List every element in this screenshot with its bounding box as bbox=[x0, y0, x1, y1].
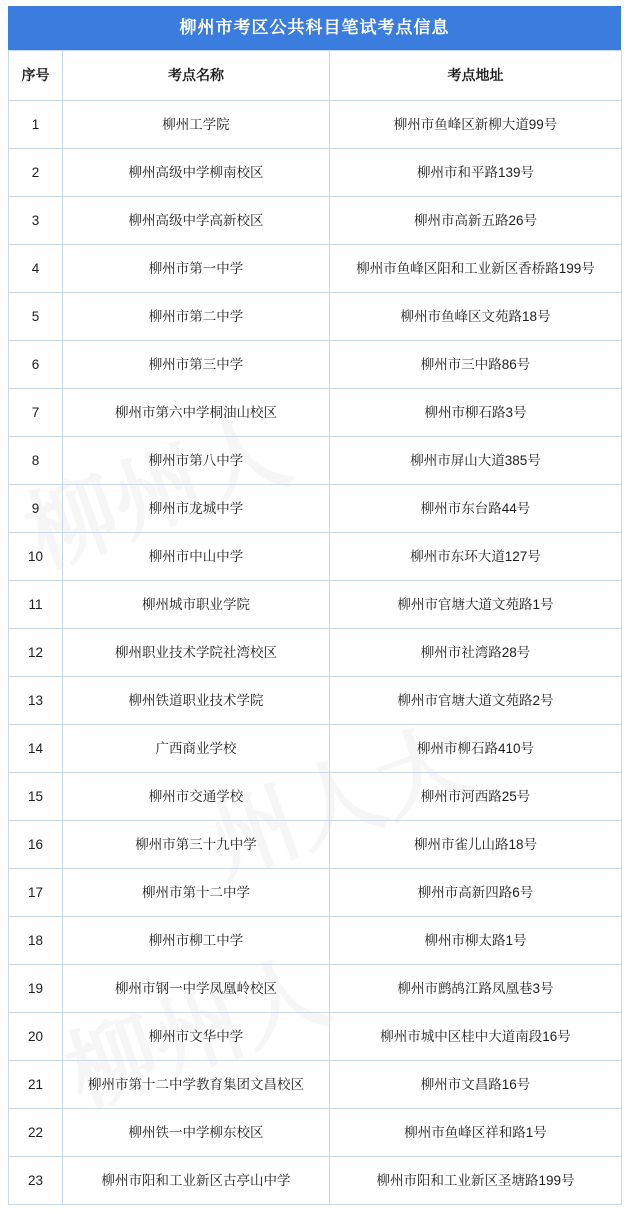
cell-site-name: 柳州市阳和工业新区古亭山中学 bbox=[63, 1157, 330, 1205]
cell-index: 19 bbox=[9, 965, 63, 1013]
cell-site-name: 柳州市中山中学 bbox=[63, 533, 330, 581]
cell-site-address: 柳州市阳和工业新区圣塘路199号 bbox=[330, 1157, 622, 1205]
table-row bbox=[9, 485, 622, 533]
cell-site-address: 柳州市文昌路16号 bbox=[330, 1061, 622, 1109]
cell-index: 9 bbox=[9, 485, 63, 533]
cell-site-address: 柳州市雀儿山路18号 bbox=[330, 821, 622, 869]
table-row bbox=[9, 389, 622, 437]
cell-site-address: 柳州市三中路86号 bbox=[330, 341, 622, 389]
cell-index: 4 bbox=[9, 245, 63, 293]
cell-index: 21 bbox=[9, 1061, 63, 1109]
cell-index: 22 bbox=[9, 1109, 63, 1157]
cell-site-name: 柳州市交通学校 bbox=[63, 773, 330, 821]
cell-index: 1 bbox=[9, 101, 63, 149]
cell-site-address: 柳州市柳石路410号 bbox=[330, 725, 622, 773]
cell-index: 7 bbox=[9, 389, 63, 437]
table-row bbox=[9, 341, 622, 389]
cell-site-name: 柳州市文华中学 bbox=[63, 1013, 330, 1061]
table-row bbox=[9, 197, 622, 245]
table-row bbox=[9, 965, 622, 1013]
cell-site-address: 柳州市河西路25号 bbox=[330, 773, 622, 821]
cell-site-name: 柳州工学院 bbox=[63, 101, 330, 149]
cell-index: 10 bbox=[9, 533, 63, 581]
cell-index: 11 bbox=[9, 581, 63, 629]
cell-site-name: 柳州职业技术学院社湾校区 bbox=[63, 629, 330, 677]
table-row bbox=[9, 581, 622, 629]
cell-site-address: 柳州市鱼峰区祥和路1号 bbox=[330, 1109, 622, 1157]
cell-site-name: 柳州市柳工中学 bbox=[63, 917, 330, 965]
exam-site-table bbox=[8, 50, 622, 1205]
page-title: 柳州市考区公共科目笔试考点信息 bbox=[8, 6, 621, 50]
cell-site-name: 柳州市第三十九中学 bbox=[63, 821, 330, 869]
cell-site-address: 柳州市社湾路28号 bbox=[330, 629, 622, 677]
cell-index: 13 bbox=[9, 677, 63, 725]
cell-site-address: 柳州市鱼峰区阳和工业新区香桥路199号 bbox=[330, 245, 622, 293]
table-row bbox=[9, 1157, 622, 1205]
cell-index: 12 bbox=[9, 629, 63, 677]
cell-index: 18 bbox=[9, 917, 63, 965]
cell-index: 14 bbox=[9, 725, 63, 773]
table-row bbox=[9, 1013, 622, 1061]
table-row bbox=[9, 533, 622, 581]
cell-index: 16 bbox=[9, 821, 63, 869]
table-row bbox=[9, 725, 622, 773]
cell-site-address: 柳州市屏山大道385号 bbox=[330, 437, 622, 485]
cell-site-address: 柳州市柳太路1号 bbox=[330, 917, 622, 965]
cell-index: 23 bbox=[9, 1157, 63, 1205]
table-row bbox=[9, 1061, 622, 1109]
table-row bbox=[9, 293, 622, 341]
cell-site-address: 柳州市鹧鸪江路凤凰巷3号 bbox=[330, 965, 622, 1013]
cell-site-address: 柳州市柳石路3号 bbox=[330, 389, 622, 437]
cell-site-address: 柳州市鱼峰区文苑路18号 bbox=[330, 293, 622, 341]
cell-site-name: 柳州高级中学柳南校区 bbox=[63, 149, 330, 197]
cell-index: 17 bbox=[9, 869, 63, 917]
cell-site-name: 柳州市第六中学桐油山校区 bbox=[63, 389, 330, 437]
column-header-index: 序号 bbox=[9, 51, 63, 101]
cell-site-address: 柳州市城中区桂中大道南段16号 bbox=[330, 1013, 622, 1061]
table-row bbox=[9, 773, 622, 821]
cell-site-name: 柳州铁道职业技术学院 bbox=[63, 677, 330, 725]
column-header-site-address: 考点地址 bbox=[330, 51, 622, 101]
cell-site-name: 柳州高级中学高新校区 bbox=[63, 197, 330, 245]
cell-index: 20 bbox=[9, 1013, 63, 1061]
cell-site-name: 柳州城市职业学院 bbox=[63, 581, 330, 629]
cell-site-name: 柳州市钢一中学凤凰岭校区 bbox=[63, 965, 330, 1013]
cell-site-name: 柳州市第八中学 bbox=[63, 437, 330, 485]
cell-index: 15 bbox=[9, 773, 63, 821]
cell-site-name: 柳州市第十二中学教育集团文昌校区 bbox=[63, 1061, 330, 1109]
cell-site-name: 柳州市第三中学 bbox=[63, 341, 330, 389]
table-row bbox=[9, 245, 622, 293]
table-row bbox=[9, 1109, 622, 1157]
table-row bbox=[9, 677, 622, 725]
cell-index: 2 bbox=[9, 149, 63, 197]
table-row bbox=[9, 437, 622, 485]
table-row bbox=[9, 869, 622, 917]
cell-site-name: 柳州市第二中学 bbox=[63, 293, 330, 341]
cell-site-address: 柳州市高新五路26号 bbox=[330, 197, 622, 245]
cell-site-address: 柳州市高新四路6号 bbox=[330, 869, 622, 917]
cell-site-address: 柳州市和平路139号 bbox=[330, 149, 622, 197]
cell-site-name: 柳州铁一中学柳东校区 bbox=[63, 1109, 330, 1157]
cell-index: 8 bbox=[9, 437, 63, 485]
column-header-site-name: 考点名称 bbox=[63, 51, 330, 101]
cell-site-name: 柳州市龙城中学 bbox=[63, 485, 330, 533]
cell-site-address: 柳州市官塘大道文苑路1号 bbox=[330, 581, 622, 629]
table-row bbox=[9, 101, 622, 149]
cell-site-address: 柳州市鱼峰区新柳大道99号 bbox=[330, 101, 622, 149]
cell-site-name: 柳州市第十二中学 bbox=[63, 869, 330, 917]
table-row bbox=[9, 629, 622, 677]
table-header bbox=[9, 51, 622, 101]
table-row bbox=[9, 149, 622, 197]
cell-index: 5 bbox=[9, 293, 63, 341]
cell-site-address: 柳州市东台路44号 bbox=[330, 485, 622, 533]
cell-index: 3 bbox=[9, 197, 63, 245]
cell-index: 6 bbox=[9, 341, 63, 389]
cell-site-address: 柳州市东环大道127号 bbox=[330, 533, 622, 581]
cell-site-address: 柳州市官塘大道文苑路2号 bbox=[330, 677, 622, 725]
cell-site-name: 柳州市第一中学 bbox=[63, 245, 330, 293]
cell-site-name: 广西商业学校 bbox=[63, 725, 330, 773]
table-row bbox=[9, 917, 622, 965]
table-row bbox=[9, 821, 622, 869]
table-body bbox=[9, 101, 622, 1205]
table-header-row bbox=[9, 51, 622, 101]
